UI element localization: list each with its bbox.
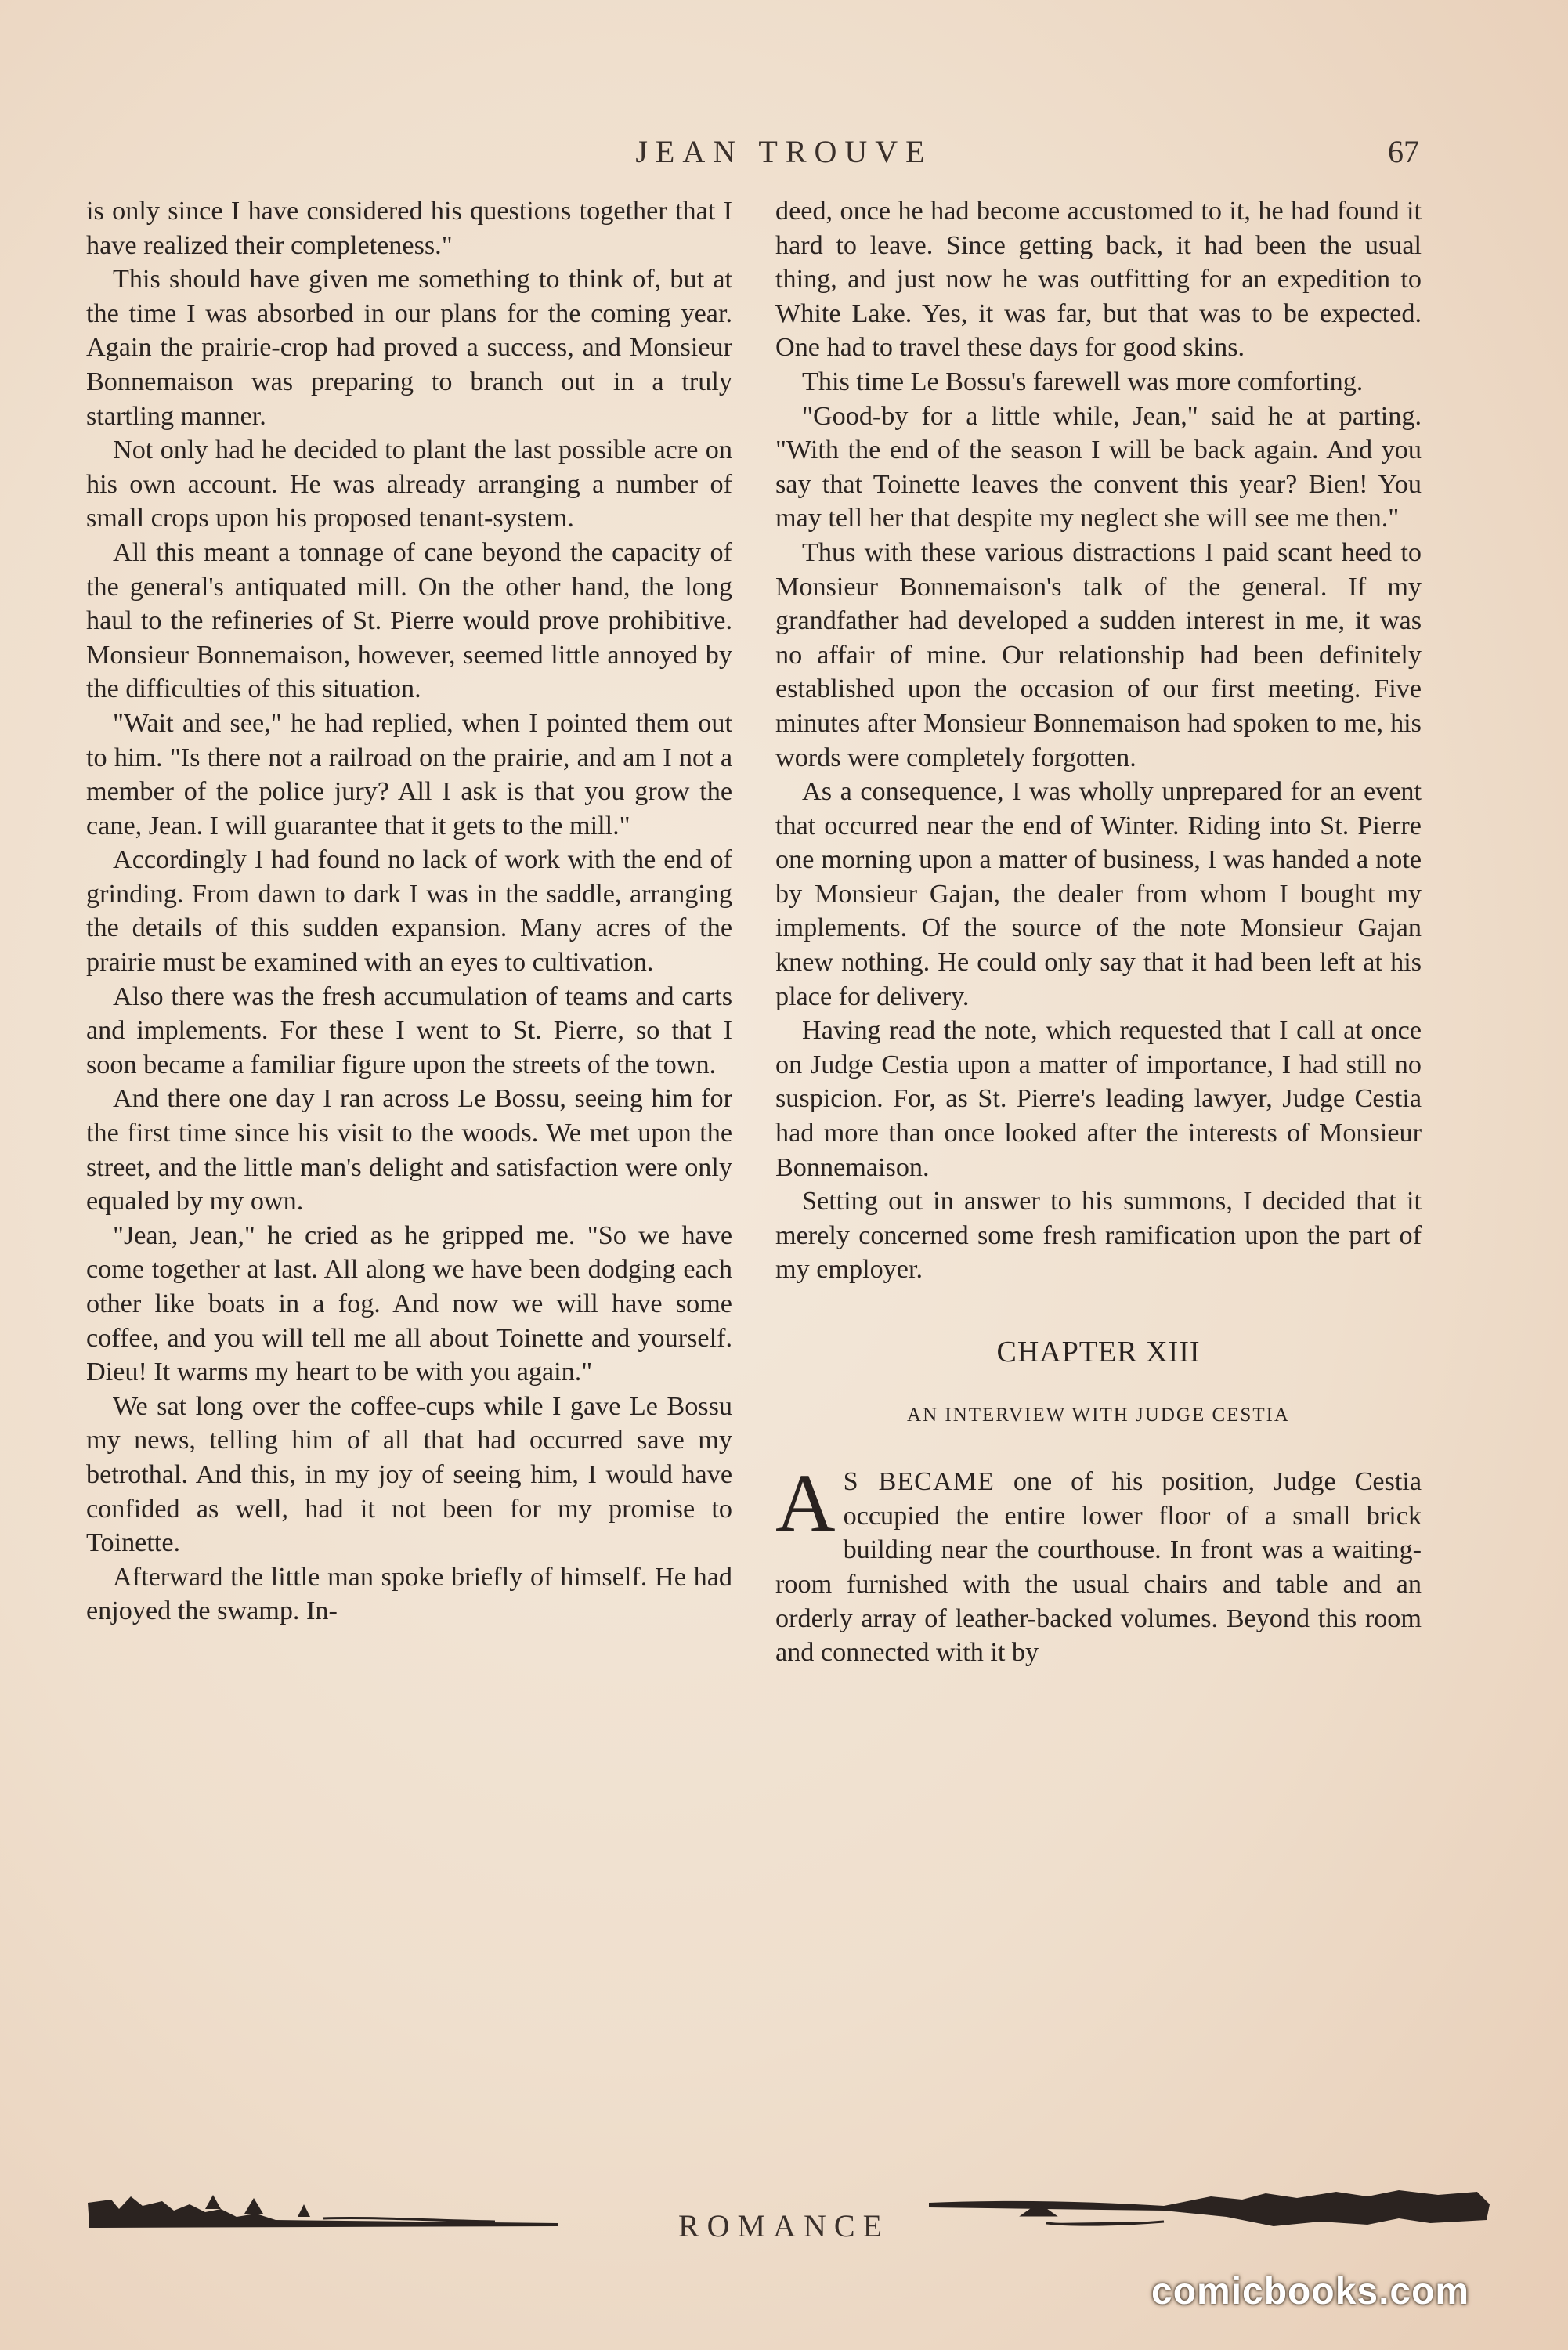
paragraph: Not only had he decided to plant the last possible acre on his own account. He was already arranging a number of small crops upon his proposed tenant-system. xyxy=(86,436,732,533)
paragraph: "Jean, Jean," he cried as he gripped me. "So we have come together at last. All along we have been dodging each other like boats in a fog. And now we will have some coffee, and you will tell me all about Toinette and yourself. Dieu! It warms my heart to be with you again." xyxy=(86,1220,732,1387)
paragraph: is only since I have considered his questions together that I have realized their completeness." xyxy=(86,197,732,260)
magazine-title: ROMANCE xyxy=(677,2208,891,2243)
paragraph: Having read the note, which requested that I call at once on Judge Cestia upon a matter of importance, I had still no suspicion. For, as St. Pierre's leading lawyer, Judge Cestia had more than once looked after the interests of Monsieur Bonnemaison. xyxy=(775,1016,1422,1182)
paragraph: As a consequence, I was wholly unprepared for an event that occurred near the end of Winter. Riding into St. Pierre one morning upon a matter of business, I was handed a note by Monsieur Gajan, the dealer from whom I bought my implements. Of the source of the note Monsieur Gajan knew nothing. He could only say that it had been left at his place for delivery. xyxy=(775,777,1422,1011)
chapter-opening-paragraph xyxy=(775,1457,1422,1670)
drop-cap: A xyxy=(775,1457,836,1549)
paragraph: This time Le Bossu's farewell was more comforting. xyxy=(802,367,1364,396)
paragraph: Also there was the fresh accumulation of teams and carts and implements. For these I went to St. Pierre, so that I soon became a familiar figure upon the streets of the town. xyxy=(86,982,732,1079)
right-column xyxy=(775,194,1422,1670)
chapter-subtitle: AN INTERVIEW WITH JUDGE CESTIA xyxy=(907,1404,1290,1426)
paragraph: "Good-by for a little while, Jean," said he at parting. "With the end of the season I will be back again. And you say that Toinette leaves the convent this year? Bien! You may tell her that despite my neglect she will see me then." xyxy=(775,401,1422,533)
page-number: 67 xyxy=(1388,134,1419,169)
chapter-title: CHAPTER XIII xyxy=(996,1336,1201,1368)
paragraph: deed, once he had become accustomed to it, he had found it hard to leave. Since getting back, it had been the usual thing, and just now he was outfitting for an expedition to White Lake. Yes, it was far, but that was to be expected. One had to travel these days for good skins. xyxy=(775,197,1422,363)
left-column xyxy=(86,194,732,1629)
paragraph: Accordingly I had found no lack of work with the end of grinding. From dawn to dark I was in the saddle, arranging the details of this sudden expansion. Many acres of the prairie must be examined with an eyes to cultivation. xyxy=(86,845,732,978)
running-title: JEAN TROUVE xyxy=(635,134,933,169)
paragraph: Thus with these various distractions I paid scant heed to Monsieur Bonnemaison's talk of the general. If my grandfather had developed a sudden interest in me, it was no affair of mine. Our relationship had been definitely established upon the occasion of our first meeting. Five minutes after Monsieur Bonnemaison had spoken to me, his words were completely forgotten. xyxy=(775,537,1422,772)
chapter-opening-text: one of his position, Judge Cestia occupied the entire lower floor of a small brick building near the courthouse. In front was a waiting-room furnished with the usual chairs and table and an orderly array of leather-backed volumes. Beyond this room and connected with it by xyxy=(775,1467,1422,1668)
paragraph: "Wait and see," he had replied, when I pointed them out to him. "Is there not a railroad on the prairie, and am I not a member of the police jury? All I ask is that you grow the cane, Jean. I will guarantee that it gets to the mill." xyxy=(86,708,732,841)
chapter-first-words: S BECAME xyxy=(843,1467,995,1497)
landscape-ornament-icon xyxy=(929,2186,1493,2237)
paragraph: This should have given me something to think of, but at the time I was absorbed in our plans for the coming year. Again the prairie-crop had proved a success, and Monsieur Bonnemaison was preparing to branch out in a truly startling manner. xyxy=(86,265,732,431)
paragraph: Afterward the little man spoke briefly of himself. He had enjoyed the swamp. In- xyxy=(86,1562,732,1626)
watermark: comicbooks.com xyxy=(1151,2271,1470,2312)
paragraph: We sat long over the coffee-cups while I gave Le Bossu my news, telling him of all that had occurred save my betrothal. And this, in my joy of seeing him, I would have confided as well, had it not been for my promise to Toinette. xyxy=(86,1391,732,1558)
paragraph: All this meant a tonnage of cane beyond the capacity of the general's antiquated mill. On the other hand, the long haul to the refineries of St. Pierre would prove prohibitive. Monsieur Bonnemaison, however, seemed little annoyed by the difficulties of this situation. xyxy=(86,537,732,704)
paragraph: Setting out in answer to his summons, I decided that it merely concerned some fresh ramification upon the part of my employer. xyxy=(775,1187,1422,1285)
paragraph: And there one day I ran across Le Bossu, seeing him for the first time since his visit to the woods. We met upon the street, and the little man's delight and satisfaction were only equaled by my own. xyxy=(86,1084,732,1217)
